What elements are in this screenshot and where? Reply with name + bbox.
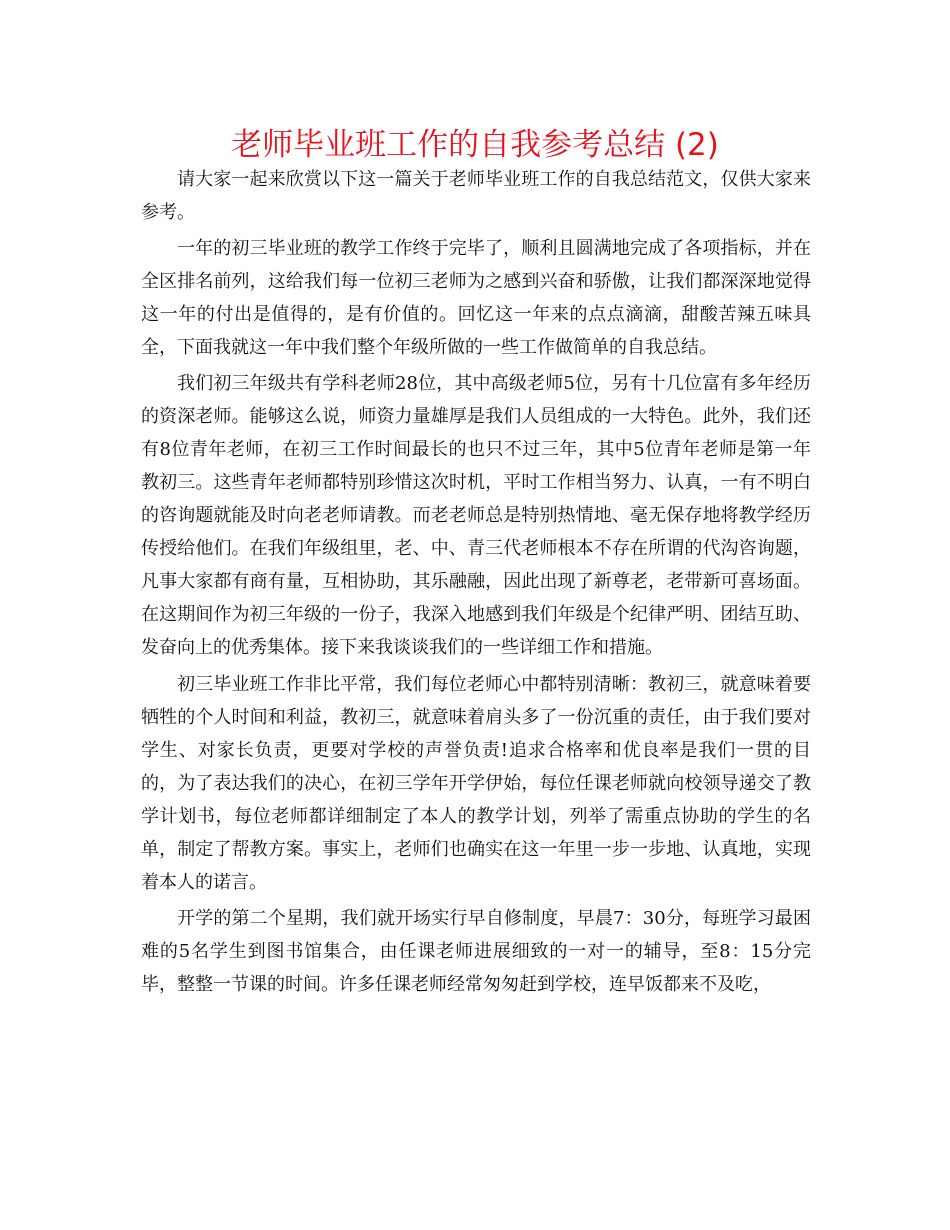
paragraph-commitment: 初三毕业班工作非比平常，我们每位老师心中都特别清晰：教初三，就意味着要牺牲的个人时间和利益，教初三，就意味着肩头多了一份沉重的责任，由于我们要对学生、对家长负责，更要对学校的声誉负责!追求合格率和优良率是我们一贯的目的，为了表达我们的决心，在初三学年开学伊始，每位任课老师就向校领导递交了教学计划书，每位老师都详细制定了本人的教学计划，列举了需重点协助的学生的名单，制定了帮教方案。事实上，老师们也确实在这一年里一步一步地、认真地，实现着本人的诺言。 <box>141 673 811 893</box>
paragraph-morning-study: 开学的第二个星期，我们就开场实行早自修制度，早晨7：30分，每班学习最困难的5名学生到图书馆集合，由任课老师进展细致的一对一的辅导，至8：15分完毕，整整一节课的时间。许多任课老师经常匆匆赶到学校，连早饭都来不及吃， <box>141 907 811 995</box>
paragraph-teachers: 我们初三年级共有学科老师28位，其中高级老师5位，另有十几位富有多年经历的资深老师。能够这么说，师资力量雄厚是我们人员组成的一大特色。此外，我们还有8位青年老师，在初三工作时间最长的也只不过三年，其中5位青年老师是第一年教初三。这些青年老师都特别珍惜这次时机，平时工作相当努力、认真，一有不明白的咨询题就能及时向老老师请教。而老老师总是特别热情地、毫无保存地将教学经历传授给他们。在我们年级组里，老、中、青三代老师根本不存在所谓的代沟咨询题，凡事大家都有商有量，互相协助，其乐融融，因此出现了新尊老，老带新可喜场面。在这期间作为初三年级的一份子，我深入地感到我们年级是个纪律严明、团结互助、发奋向上的优秀集体。接下来我谈谈我们的一些详细工作和措施。 <box>141 373 811 659</box>
paragraph-intro: 请大家一起来欣赏以下这一篇关于老师毕业班工作的自我总结范文，仅供大家来参考。 <box>141 169 811 223</box>
paragraph-overview: 一年的初三毕业班的教学工作终于完毕了，顺利且圆满地完成了各项指标，并在全区排名前列，这给我们每一位初三老师为之感到兴奋和骄傲，让我们都深深地觉得这一年的付出是值得的，是有价值的。回忆这一年来的点点滴滴，甜酸苦辣五味具全，下面我就这一年中我们整个年级所做的一些工作做简单的自我总结。 <box>141 238 811 359</box>
document-body <box>141 163 811 1004</box>
document-title: 老师毕业班工作的自我参考总结 (2) <box>231 127 719 163</box>
